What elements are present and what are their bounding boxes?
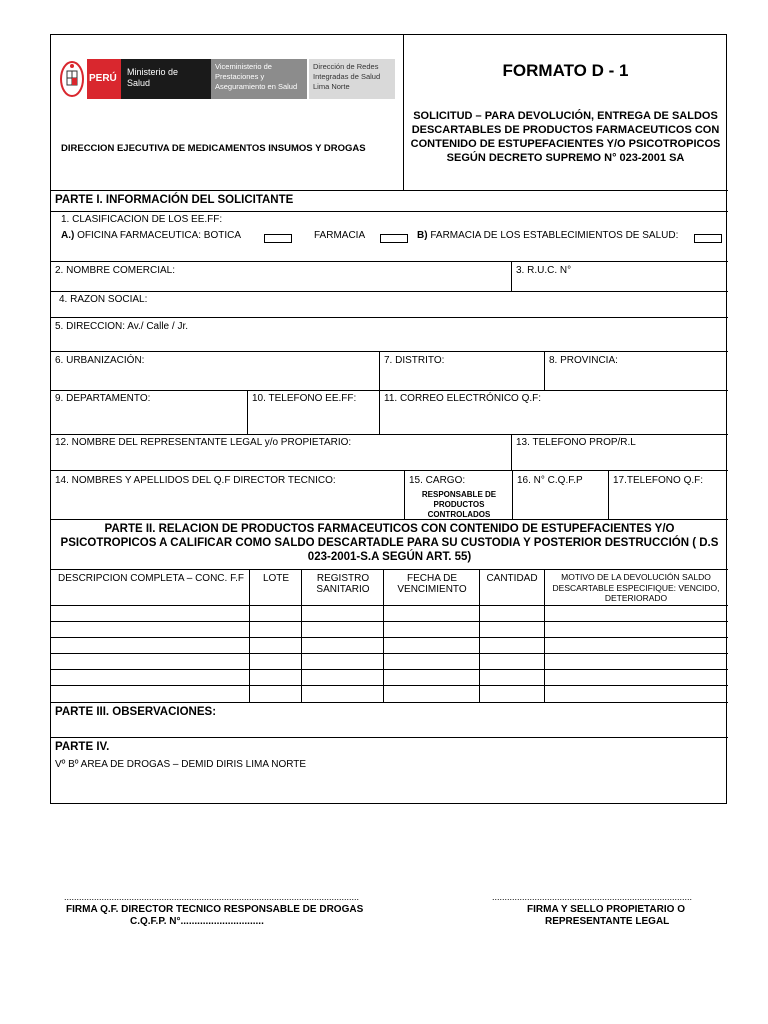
col-header-motivo: MOTIVO DE LA DEVOLUCIÓN SALDO DESCARTABLE ESPECIFIQUE: VENCIDO, DETERIORADO xyxy=(552,572,720,603)
telefono-eeff-field[interactable]: 10. TELEFONO EE.FF: xyxy=(252,393,357,404)
cargo-value: RESPONSABLE DE PRODUCTOS CONTROLADOS xyxy=(421,490,497,519)
peru-label: PERÚ xyxy=(89,73,117,84)
right-signature-label: FIRMA Y SELLO PROPIETARIO O xyxy=(527,904,685,915)
ministry-logo xyxy=(59,57,397,101)
ministry-label: Ministerio de Salud xyxy=(127,67,179,88)
col-header-descripcion: DESCRIPCION COMPLETA – CONC. F.F xyxy=(58,573,244,584)
provincia-field[interactable]: 8. PROVINCIA: xyxy=(549,355,618,366)
part2-title: PARTE II. RELACION DE PRODUCTOS FARMACEUTICOS CON CONTENIDO DE ESTUPEFACIENTES Y/O PSICOTROPICOS A CALIFICAR COMO SALDO DESCARTADLE PARA SU CUSTODIA Y POSTERIOR DESTRUCCIÓN ( D.S 023-2001-S.A SEGÚN ART. 55) xyxy=(60,523,719,563)
departamento-field[interactable]: 9. DEPARTAMENTO: xyxy=(55,393,151,404)
col-header-lote: LOTE xyxy=(262,573,290,584)
option-a-label: OFICINA FARMACEUTICA: BOTICA xyxy=(74,230,242,241)
telefono-qf-field[interactable]: 17.TELEFONO Q.F: xyxy=(613,475,704,486)
nombre-comercial-field[interactable]: 2. NOMBRE COMERCIAL: xyxy=(55,265,176,276)
peru-flag-block xyxy=(87,59,121,99)
form-frame xyxy=(50,34,727,804)
left-signature-label: FIRMA Q.F. DIRECTOR TECNICO RESPONSABLE DE DROGAS xyxy=(66,904,364,915)
direccion-field[interactable]: 5. DIRECCION: Av./ Calle / Jr. xyxy=(55,321,188,332)
col-header-cantidad: CANTIDAD xyxy=(486,573,538,584)
request-title: SOLICITUD – PARA DEVOLUCIÓN, ENTREGA DE SALDOS DESCARTABLES DE PRODUCTOS FARMACEUTICOS CON CONTENIDO DE ESTUPEFACIENTES Y/O PSICOTROPICOS SEGÚN DECRETO SUPREMO N° 023-2001 SA xyxy=(410,110,721,164)
header-divider xyxy=(403,35,404,190)
right-signature-sub: REPRESENTANTE LEGAL xyxy=(545,916,670,927)
option-b-label: FARMACIA DE LOS ESTABLECIMIENTOS DE SALUD: xyxy=(427,230,679,241)
telefono-prop-field[interactable]: 13. TELEFONO PROP/R.L xyxy=(516,437,636,448)
vice-ministry-label: Viceministerio de Prestaciones y Aseguramiento en Salud xyxy=(215,62,298,91)
format-title: FORMATO D - 1 xyxy=(502,61,629,80)
farmacia-label: FARMACIA xyxy=(314,230,366,241)
establecimientos-checkbox[interactable] xyxy=(694,234,722,243)
farmacia-checkbox[interactable] xyxy=(380,234,408,243)
option-a-line xyxy=(61,230,241,241)
representante-field[interactable]: 12. NOMBRE DEL REPRESENTANTE LEGAL y/o PROPIETARIO: xyxy=(55,437,352,448)
left-signature-line: ...................................................................................................................... xyxy=(64,892,360,902)
option-b-prefix: B) xyxy=(417,230,428,241)
col-header-registro: REGISTRO SANITARIO xyxy=(316,573,370,595)
visto-bueno-label: Vº Bº AREA DE DROGAS – DEMID DIRIS LIMA NORTE xyxy=(55,759,307,770)
classification-label: 1. CLASIFICACION DE LOS EE.FF: xyxy=(61,214,223,225)
razon-social-field[interactable]: 4. RAZON SOCIAL: xyxy=(59,294,148,305)
department-name: DIRECCION EJECUTIVA DE MEDICAMENTOS INSUMOS Y DROGAS xyxy=(61,143,366,154)
right-signature-line: ................................................................................ xyxy=(492,892,693,902)
cargo-label: 15. CARGO: xyxy=(409,475,466,486)
distrito-field[interactable]: 7. DISTRITO: xyxy=(384,355,445,366)
part4-title: PARTE IV. xyxy=(55,741,110,753)
correo-field[interactable]: 11. CORREO ELECTRÓNICO Q.F: xyxy=(384,393,542,404)
vice-ministry-block xyxy=(211,59,307,99)
option-b-line xyxy=(417,230,678,241)
qf-director-field[interactable]: 14. NOMBRES Y APELLIDOS DEL Q.F DIRECTOR TECNICO: xyxy=(55,475,336,486)
option-a-prefix: A.) xyxy=(61,230,75,241)
part3-title: PARTE III. OBSERVACIONES: xyxy=(55,706,217,718)
peru-shield-icon xyxy=(59,57,85,101)
direction-block xyxy=(309,59,395,99)
botica-checkbox[interactable] xyxy=(264,234,292,243)
part1-title: PARTE I. INFORMACIÓN DEL SOLICITANTE xyxy=(55,194,294,206)
left-signature-sub: C.Q.F.P. N°.............................. xyxy=(130,916,264,927)
ruc-field[interactable]: 3. R.U.C. N° xyxy=(516,265,572,276)
direction-label: Dirección de Redes Integradas de Salud Lima Norte xyxy=(313,62,381,91)
ministry-block xyxy=(121,59,211,99)
urbanizacion-field[interactable]: 6. URBANIZACIÓN: xyxy=(55,355,145,366)
col-header-fecha: FECHA DE VENCIMIENTO xyxy=(397,573,467,595)
cqfp-field[interactable]: 16. N° C.Q.F.P xyxy=(517,475,583,486)
